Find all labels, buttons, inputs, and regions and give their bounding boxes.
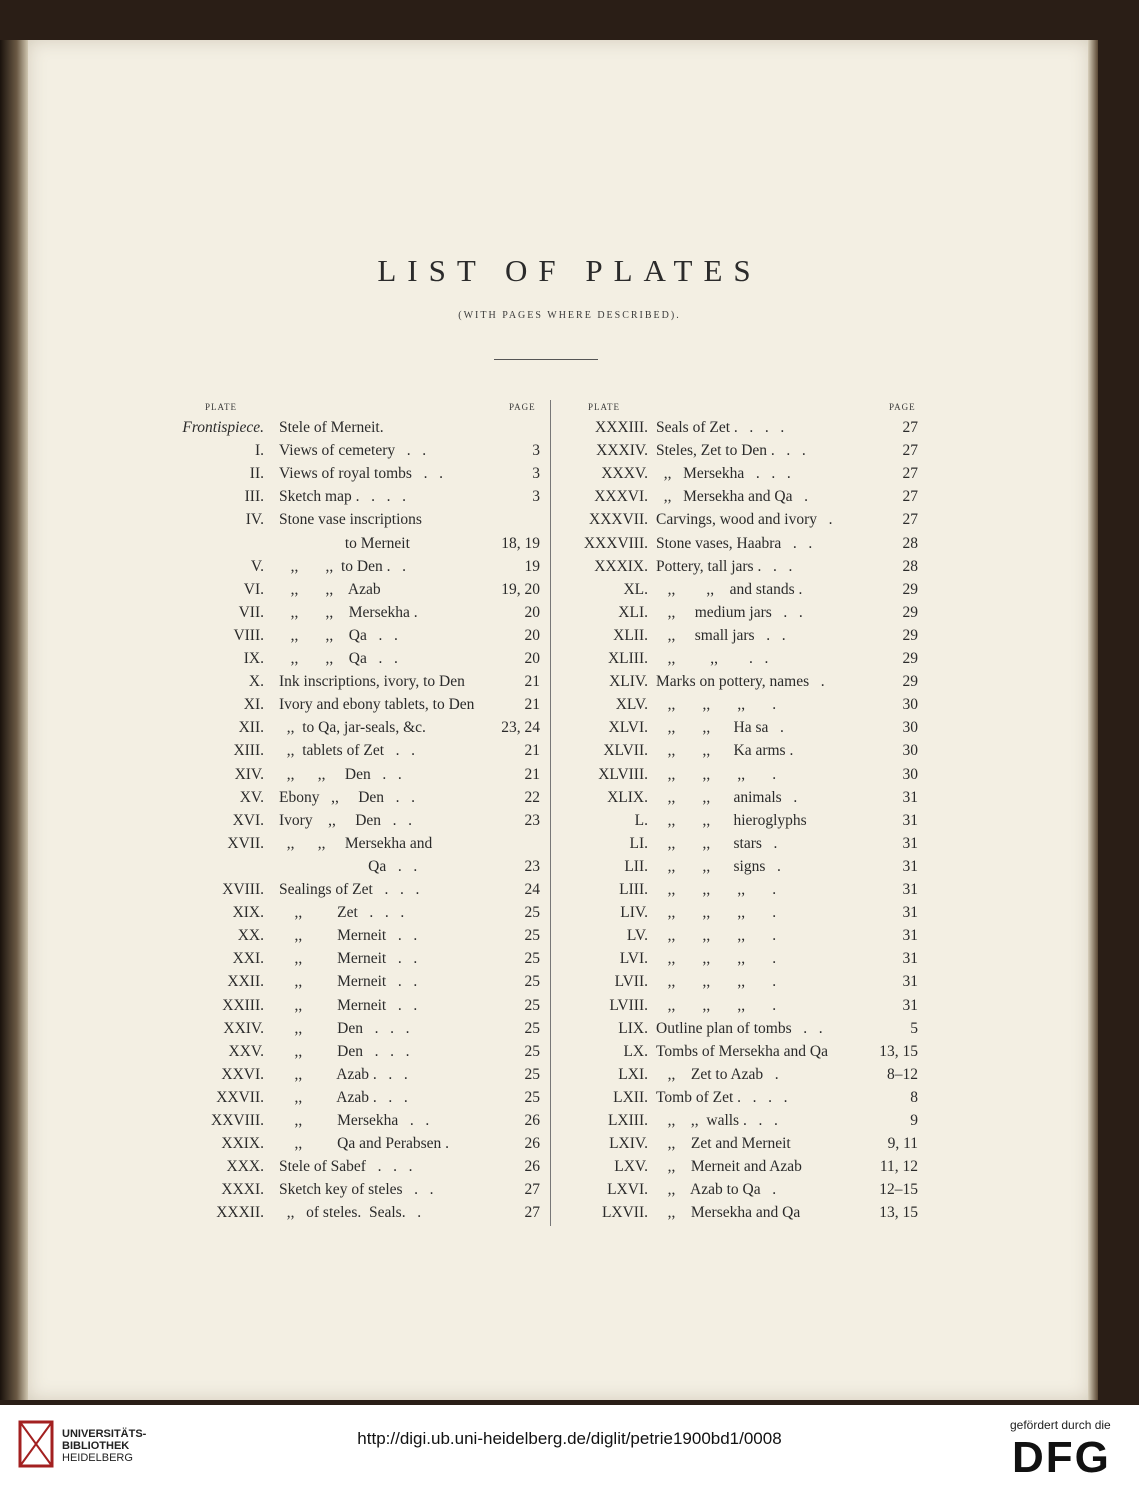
- plate-description: ,, ,, signs .: [656, 857, 781, 875]
- plate-description: Stone vases, Haabra . .: [656, 534, 813, 552]
- plate-page: 29: [902, 626, 918, 644]
- plate-page: 31: [902, 973, 918, 991]
- plate-number: X.: [248, 673, 264, 691]
- plate-page: 29: [902, 603, 918, 621]
- library-name-line1: UNIVERSITÄTS-: [62, 1428, 147, 1440]
- plate-number: LXIV.: [609, 1135, 648, 1153]
- plate-description: Ink inscriptions, ivory, to Den: [279, 673, 465, 691]
- plate-description: Sketch key of steles . .: [279, 1181, 434, 1199]
- library-name-line2: BIBLIOTHEK: [62, 1440, 130, 1452]
- plate-number: LIII.: [619, 881, 648, 898]
- plate-page: 29: [902, 650, 918, 667]
- plate-description: ,, ,, Mersekha and: [279, 834, 433, 852]
- plate-description: ,, ,, ,, .: [656, 950, 777, 968]
- plate-description: ,, Merneit . .: [279, 996, 418, 1014]
- plate-description: Ivory ,, Den . .: [279, 811, 413, 829]
- plate-number: XVI.: [232, 811, 264, 829]
- plate-page: 3: [532, 465, 540, 483]
- plate-page: 25: [524, 1065, 540, 1083]
- plate-number: XXIII.: [222, 996, 264, 1014]
- plate-description: ,, Azab . . .: [279, 1065, 408, 1083]
- plate-row: [0, 766, 1139, 789]
- plate-page: 25: [524, 1019, 540, 1037]
- plate-description: Tomb of Zet . . . .: [656, 1088, 788, 1106]
- plate-page: 25: [524, 973, 540, 991]
- plate-row: [0, 1020, 1139, 1043]
- plate-number: XXXIV.: [596, 442, 648, 460]
- plate-description: Stele of Sabef . . .: [279, 1158, 413, 1176]
- plate-description: ,, small jars . .: [656, 626, 786, 644]
- plate-description: ,, ,, stars .: [656, 834, 778, 852]
- plate-row: [0, 558, 1139, 581]
- plate-description: ,, ,, animals .: [656, 788, 798, 806]
- library-name-line3: HEIDELBERG: [62, 1452, 133, 1464]
- plate-page: 18, 19: [501, 534, 540, 552]
- plate-number: LVI.: [619, 950, 648, 968]
- page-subtitle: (WITH PAGES WHERE DESCRIBED).: [458, 310, 681, 321]
- plate-description: ,, Den . . .: [279, 1042, 410, 1060]
- plate-page: 8: [910, 1088, 918, 1106]
- plate-row: [0, 789, 1139, 812]
- plate-number: XXXIII.: [595, 419, 648, 436]
- plate-description: ,, ,, ,, .: [656, 973, 777, 991]
- plate-number: IV.: [245, 511, 264, 529]
- plate-number: VII.: [238, 603, 264, 621]
- title-rule: [494, 359, 598, 360]
- plate-description: ,, Merneit . .: [279, 927, 418, 945]
- plate-description: ,, ,, Ha sa .: [656, 719, 784, 737]
- plate-page: 30: [902, 719, 918, 737]
- plate-number: XXXVII.: [589, 511, 648, 529]
- plate-page: 8–12: [887, 1065, 918, 1083]
- plate-number: LI.: [629, 834, 648, 852]
- plate-row: [0, 1158, 1139, 1181]
- plate-page: 11, 12: [879, 1158, 918, 1176]
- plate-row: [0, 719, 1139, 742]
- plate-page: 31: [902, 996, 918, 1014]
- plate-number: LXII.: [613, 1088, 648, 1106]
- plate-row: [0, 604, 1139, 627]
- plate-row: [0, 835, 1139, 858]
- plate-row: [0, 650, 1139, 673]
- plate-page: 27: [902, 442, 918, 460]
- plate-description: ,, Merneit and Azab: [656, 1158, 802, 1176]
- plate-number: VI.: [243, 580, 264, 598]
- plate-description: Steles, Zet to Den . . .: [656, 442, 806, 460]
- plate-page: 19: [524, 557, 540, 575]
- plate-page: 22: [524, 788, 540, 806]
- plate-row: [0, 950, 1139, 973]
- plate-number: XIV.: [234, 765, 264, 783]
- plate-description: Views of royal tombs . .: [279, 465, 443, 483]
- plate-number: XLI.: [618, 603, 648, 621]
- plate-description: ,, ,, hieroglyphs: [656, 811, 807, 829]
- plate-number: XVII.: [227, 834, 264, 852]
- plate-description: ,, Mersekha and Qa: [656, 1204, 801, 1222]
- plate-description: Ebony ,, Den . .: [279, 788, 416, 806]
- plate-number: XLVIII.: [598, 765, 648, 783]
- plate-number: XXVII.: [216, 1088, 264, 1106]
- plate-page: 25: [524, 950, 540, 968]
- plate-row: [0, 581, 1139, 604]
- plate-description: Pottery, tall jars . . .: [656, 557, 793, 575]
- plate-page: 28: [902, 557, 918, 575]
- plate-page: 27: [902, 511, 918, 529]
- plate-page: 31: [902, 857, 918, 875]
- plate-number: XVIII.: [222, 881, 264, 898]
- plate-page: 31: [902, 881, 918, 898]
- plate-description: ,, Zet to Azab .: [656, 1065, 779, 1083]
- plate-description: Stone vase inscriptions: [279, 511, 422, 529]
- plate-number: LXVII.: [601, 1204, 648, 1222]
- plate-page: 29: [902, 673, 918, 691]
- plate-page: 13, 15: [879, 1042, 918, 1060]
- plate-row: [0, 696, 1139, 719]
- plate-description: ,, medium jars . .: [656, 603, 803, 621]
- plate-number: XL.: [623, 580, 648, 598]
- plate-number: XX.: [237, 927, 264, 945]
- plate-number: XXXI.: [221, 1181, 264, 1199]
- plate-page: 5: [910, 1019, 918, 1037]
- plate-description: ,, Qa and Perabsen .: [279, 1135, 450, 1153]
- plate-number: XXII.: [227, 973, 264, 991]
- plate-page: 26: [524, 1135, 540, 1153]
- plate-description: ,, ,, ,, .: [656, 996, 777, 1014]
- plate-number: LIX.: [618, 1019, 648, 1037]
- plate-number: XLV.: [615, 696, 648, 714]
- plate-description: to Merneit: [279, 534, 410, 552]
- plate-row: [0, 858, 1139, 881]
- plate-row: [0, 997, 1139, 1020]
- plate-description: ,, Mersekha . . .: [656, 465, 791, 483]
- plate-page: 21: [524, 765, 540, 783]
- plate-page: 31: [902, 904, 918, 922]
- plate-page: 31: [902, 811, 918, 829]
- plate-page: 9: [910, 1112, 918, 1129]
- plate-row: [0, 511, 1139, 534]
- left-page-header: PAGE: [509, 402, 536, 412]
- plate-page: 27: [902, 465, 918, 483]
- plate-description: ,, ,, Mersekha .: [279, 603, 418, 621]
- plate-row: [0, 465, 1139, 488]
- plate-row: [0, 1135, 1139, 1158]
- plate-description: ,, Merneit . .: [279, 973, 418, 991]
- plate-page: 31: [902, 834, 918, 852]
- plate-description: ,, Zet . . .: [279, 904, 405, 922]
- plate-description: ,, to Qa, jar-seals, &c.: [279, 719, 426, 737]
- plate-page: 12–15: [879, 1181, 918, 1199]
- plate-page: 25: [524, 927, 540, 945]
- plate-number: Frontispiece.: [182, 419, 264, 436]
- plate-row: [0, 1089, 1139, 1112]
- plate-page: 23, 24: [501, 719, 540, 737]
- plate-page: 31: [902, 788, 918, 806]
- plate-description: ,, ,, Qa . .: [279, 626, 398, 644]
- plate-description: ,, ,, ,, .: [656, 881, 777, 898]
- plate-description: ,, of steles. Seals. .: [279, 1204, 422, 1222]
- plate-number: LXI.: [618, 1065, 648, 1083]
- plate-row: [0, 535, 1139, 558]
- plate-number: XLII.: [613, 626, 648, 644]
- plate-number: XXV.: [228, 1042, 264, 1060]
- right-plate-header: PLATE: [588, 402, 620, 412]
- plate-page: 19, 20: [501, 580, 540, 598]
- plate-number: XIII.: [233, 742, 264, 760]
- plate-number: XLVI.: [608, 719, 648, 737]
- plate-page: 23: [524, 811, 540, 829]
- plate-number: LXV.: [614, 1158, 648, 1176]
- plate-description: Ivory and ebony tablets, to Den: [279, 696, 475, 714]
- plate-number: XLIX.: [607, 788, 648, 806]
- plate-page: 3: [532, 488, 540, 506]
- plate-page: 27: [524, 1181, 540, 1199]
- plate-number: XXVI.: [221, 1065, 264, 1083]
- plate-description: ,, Merneit . .: [279, 950, 418, 968]
- plate-row: [0, 673, 1139, 696]
- plate-page: 21: [524, 696, 540, 714]
- plate-page: 29: [902, 580, 918, 598]
- plate-page: 30: [902, 742, 918, 760]
- funder-logo: DFG: [1012, 1433, 1111, 1482]
- plate-number: XXXIX.: [594, 557, 648, 575]
- plate-description: ,, ,, . .: [656, 650, 769, 667]
- plate-page: 24: [524, 881, 540, 898]
- page-title: LIST OF PLATES: [377, 253, 762, 288]
- plate-page: 30: [902, 696, 918, 714]
- plate-row: [0, 488, 1139, 511]
- permalink-url[interactable]: http://digi.ub.uni-heidelberg.de/diglit/petrie1900bd1/0008: [357, 1429, 782, 1448]
- plate-number: XV.: [239, 788, 264, 806]
- plate-description: ,, ,, ,, .: [656, 696, 777, 714]
- plate-number: I.: [254, 442, 264, 460]
- right-page-header: PAGE: [889, 402, 916, 412]
- plate-number: XII.: [238, 719, 264, 737]
- plate-page: 26: [524, 1112, 540, 1129]
- plate-number: XXXII.: [216, 1204, 264, 1222]
- plate-description: Marks on pottery, names .: [656, 673, 825, 691]
- plate-number: XI.: [243, 696, 264, 714]
- plate-page: 31: [902, 927, 918, 945]
- plate-description: ,, Mersekha . .: [279, 1112, 430, 1129]
- plate-description: Sealings of Zet . . .: [279, 881, 420, 898]
- plate-page: 28: [902, 534, 918, 552]
- plate-page: 25: [524, 996, 540, 1014]
- plate-row: [0, 812, 1139, 835]
- plate-description: ,, Mersekha and Qa .: [656, 488, 808, 506]
- left-plate-header: PLATE: [205, 402, 237, 412]
- plate-number: XXI.: [232, 950, 264, 968]
- plate-row: [0, 927, 1139, 950]
- plate-number: LII.: [624, 857, 648, 875]
- plate-description: ,, Den . . .: [279, 1019, 410, 1037]
- plate-page: 3: [532, 442, 540, 460]
- plate-number: VIII.: [233, 626, 264, 644]
- plate-row: [0, 1112, 1139, 1135]
- plate-number: XXXVIII.: [583, 534, 648, 552]
- plate-page: 20: [524, 626, 540, 644]
- plate-page: 9, 11: [887, 1135, 918, 1153]
- plate-row: [0, 1204, 1139, 1227]
- plate-description: ,, Azab . . .: [279, 1088, 408, 1106]
- plate-number: II.: [249, 465, 264, 483]
- plate-number: L.: [634, 811, 648, 829]
- plate-row: [0, 1043, 1139, 1066]
- plate-row: [0, 904, 1139, 927]
- plate-number: LXIII.: [607, 1112, 648, 1129]
- plate-description: Stele of Merneit.: [279, 419, 384, 436]
- plate-description: Tombs of Mersekha and Qa: [656, 1042, 828, 1060]
- plate-description: Carvings, wood and ivory .: [656, 511, 833, 529]
- plate-page: 21: [524, 673, 540, 691]
- plate-number: XXX.: [226, 1158, 264, 1176]
- plate-page: 20: [524, 650, 540, 667]
- plate-page: 13, 15: [879, 1204, 918, 1222]
- plate-number: LVII.: [614, 973, 648, 991]
- plate-row: [0, 419, 1139, 442]
- plate-row: [0, 742, 1139, 765]
- plate-number: XXXV.: [601, 465, 648, 483]
- plate-row: [0, 442, 1139, 465]
- plate-page: 20: [524, 603, 540, 621]
- plate-number: XLIV.: [609, 673, 648, 691]
- plate-description: ,, ,, Ka arms .: [656, 742, 794, 760]
- plate-number: XXIV.: [223, 1019, 264, 1037]
- plate-description: Views of cemetery . .: [279, 442, 427, 460]
- funded-by-text: gefördert durch die: [1010, 1418, 1111, 1432]
- plate-page: 31: [902, 950, 918, 968]
- plate-number: LX.: [623, 1042, 648, 1060]
- plate-page: 26: [524, 1158, 540, 1176]
- plate-description: ,, tablets of Zet . .: [279, 742, 416, 760]
- plate-description: ,, ,, and stands .: [656, 580, 803, 598]
- plate-number: III.: [244, 488, 264, 506]
- plate-description: Sketch map . . . .: [279, 488, 406, 506]
- plate-number: LXVI.: [607, 1181, 648, 1199]
- plate-description: ,, Azab to Qa .: [656, 1181, 777, 1199]
- plate-number: IX.: [243, 650, 264, 667]
- plate-number: V.: [250, 557, 264, 575]
- plate-page: 30: [902, 765, 918, 783]
- plate-row: [0, 973, 1139, 996]
- plate-page: 25: [524, 1042, 540, 1060]
- plate-row: [0, 1066, 1139, 1089]
- plate-number: XXIX.: [221, 1135, 264, 1153]
- plate-row: [0, 881, 1139, 904]
- plate-row: [0, 1181, 1139, 1204]
- plate-page: 27: [902, 419, 918, 436]
- plate-page: 25: [524, 904, 540, 922]
- plate-description: ,, ,, ,, .: [656, 927, 777, 945]
- plate-number: XIX.: [232, 904, 264, 922]
- plate-number: LIV.: [620, 904, 648, 922]
- plate-number: XLIII.: [607, 650, 648, 667]
- plate-number: LVIII.: [609, 996, 648, 1014]
- plate-description: ,, ,, to Den . .: [279, 557, 407, 575]
- plate-description: Outline plan of tombs . .: [656, 1019, 823, 1037]
- plate-row: [0, 627, 1139, 650]
- plate-number: LV.: [626, 927, 648, 945]
- plate-description: ,, Zet and Merneit: [656, 1135, 791, 1153]
- plate-description: ,, ,, Azab: [279, 580, 381, 598]
- plate-page: 27: [902, 488, 918, 506]
- plate-number: XLVII.: [603, 742, 648, 760]
- plate-page: 25: [524, 1088, 540, 1106]
- plate-page: 21: [524, 742, 540, 760]
- plate-page: 23: [524, 857, 540, 875]
- plate-description: ,, ,, ,, .: [656, 765, 777, 783]
- plate-description: ,, ,, ,, .: [656, 904, 777, 922]
- plate-description: ,, ,, Qa . .: [279, 650, 398, 667]
- plate-description: Qa . .: [279, 857, 418, 875]
- plate-description: Seals of Zet . . . .: [656, 419, 785, 436]
- plate-description: ,, ,, Den . .: [279, 765, 402, 783]
- plate-description: ,, ,, walls . . .: [656, 1112, 778, 1129]
- plate-page: 27: [524, 1204, 540, 1222]
- plate-number: XXXVI.: [594, 488, 648, 506]
- plate-number: XXVIII.: [211, 1112, 264, 1129]
